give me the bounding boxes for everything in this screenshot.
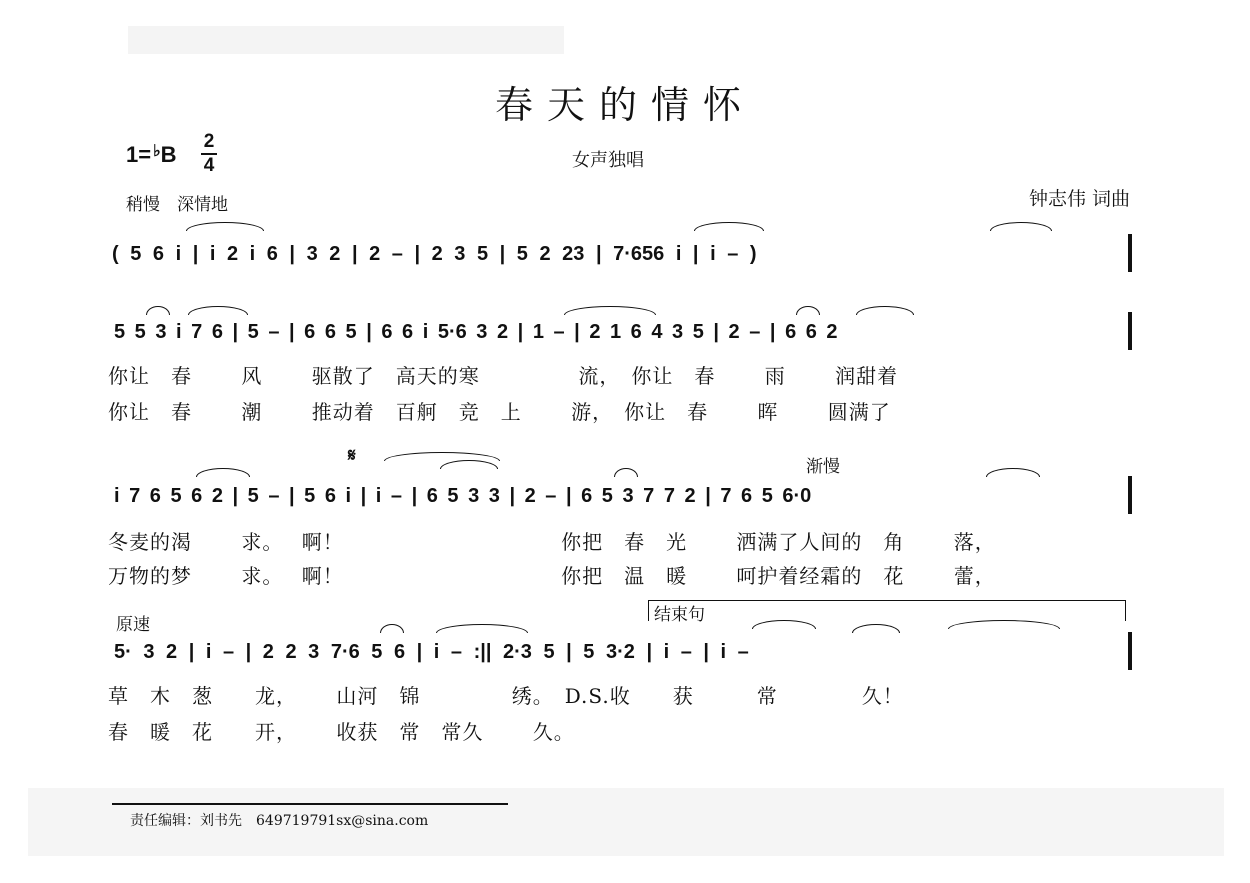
- time-denominator: 4: [203, 155, 215, 176]
- staff-row-2: [108, 314, 1138, 354]
- slur: [196, 468, 250, 477]
- slur: [440, 460, 498, 469]
- original-tempo-marking: 原速: [116, 615, 150, 635]
- editor-credit: 责任编辑：刘书先 649719791sx@sina.com: [130, 813, 429, 829]
- slur: [186, 222, 264, 231]
- slur: [852, 624, 900, 633]
- barline-end: [1128, 234, 1132, 272]
- key-signature: [126, 142, 177, 168]
- slur: [146, 306, 170, 315]
- song-title: 春天的情怀: [494, 83, 755, 127]
- ending-bracket: [648, 600, 1126, 621]
- slur: [380, 624, 404, 633]
- slur: [188, 306, 248, 315]
- lyric-line-2: 你让 春 潮 推动着 百舸 竞 上 游， 你让 春 晖 圆满了: [108, 400, 891, 424]
- key-prefix: 1=: [126, 142, 152, 167]
- time-numerator: 2: [203, 131, 215, 152]
- time-signature: [201, 132, 217, 176]
- segno-sign: 𝄋: [348, 445, 356, 466]
- lyric-line-5: 草 木 葱 龙， 山河 锦 绣。 D.S.收 获 常 久！: [108, 684, 904, 708]
- staff-row-1: [108, 236, 1138, 276]
- barline-end: [1128, 312, 1132, 350]
- slur: [752, 620, 816, 629]
- slur: [796, 306, 820, 315]
- barline-end: [1128, 632, 1132, 670]
- ending-label: 结束句: [654, 605, 705, 625]
- slur: [614, 468, 638, 477]
- author-credit: 钟志伟 词曲: [1028, 188, 1130, 210]
- notation-row-3: i 7 6 5 6 2 | 5 – | 5 6 i | i – | 6 5 3 3 | 2 – | 6 5 3 7 7 2 | 7 6 5 6·0: [114, 485, 812, 507]
- voice-type: 女声独唱: [572, 150, 644, 171]
- lyric-line-1: 你让 春 风 驱散了 高天的寒 流， 你让 春 雨 润甜着: [108, 364, 899, 388]
- staff-row-4: [108, 634, 1138, 674]
- editor-divider: [112, 803, 508, 805]
- notation-row-4: 5· 3 2 | i – | 2 2 3 7·6 5 6 | i – :|| 2·3 5 | 5 3·2 | i – | i –: [114, 641, 749, 663]
- lyric-line-4: 万物的梦 求。 啊！ 你把 温 暖 呵护着经霜的 花 蕾，: [108, 564, 996, 588]
- lyric-line-6: 春 暖 花 开， 收获 常 常久 久。: [108, 720, 575, 744]
- tempo-marking: 稍慢 深情地: [126, 195, 228, 215]
- slur: [948, 620, 1060, 629]
- slur: [694, 222, 764, 231]
- barline-end: [1128, 476, 1132, 514]
- slur: [436, 624, 528, 633]
- top-shade: [128, 26, 564, 54]
- slur: [384, 452, 500, 461]
- notation-row-1: ( 5 6 i | i 2 i 6 | 3 2 | 2 – | 2 3 5 | 5 2 23 | 7·656 i | i – ): [112, 243, 757, 265]
- notation-row-2: 5 5 3 i 7 6 | 5 – | 6 6 5 | 6 6 i 5·6 3 2 | 1 – | 2 1 6 4 3 5 | 2 – | 6 6 2: [114, 321, 838, 343]
- key-note: B: [160, 142, 177, 167]
- slur: [986, 468, 1040, 477]
- lyric-line-3: 冬麦的渴 求。 啊！ 你把 春 光 洒满了人间的 角 落，: [108, 530, 996, 554]
- staff-row-3: [108, 478, 1138, 518]
- slur: [564, 306, 656, 315]
- gradual-slow-marking: 渐慢: [806, 457, 840, 477]
- flat-sign: ♭: [153, 143, 161, 160]
- slur: [856, 306, 914, 315]
- slur: [990, 222, 1052, 231]
